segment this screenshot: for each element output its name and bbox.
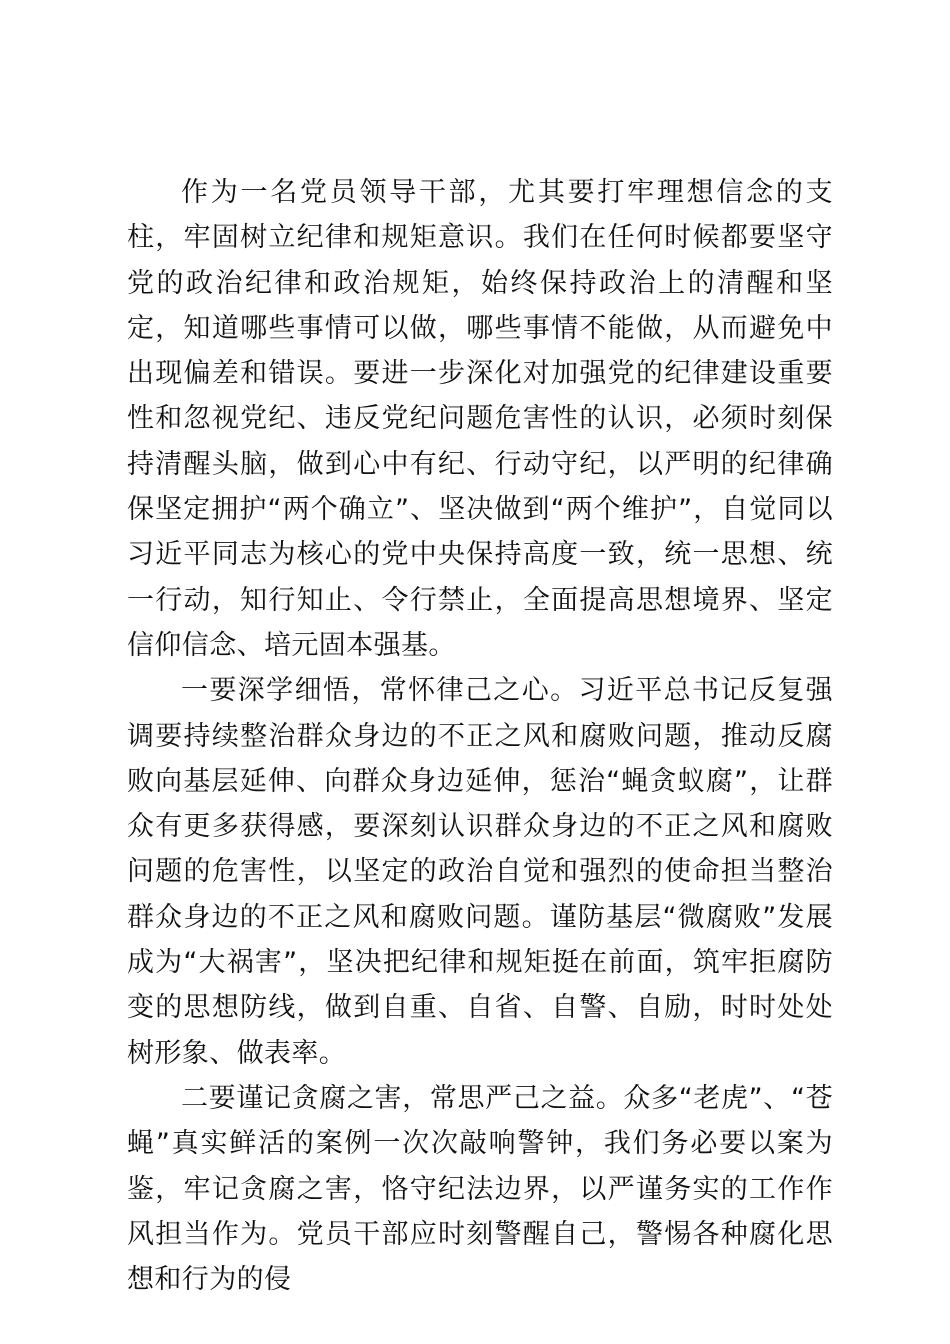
paragraph-2: 一要深学细悟，常怀律己之心。习近平总书记反复强调要持续整治群众身边的不正之风和腐败问题，推动反腐败向基层延伸、向群众身边延伸，惩治“蝇贪蚁腐”，让群众有更多获得感，要深刻认识群众身边的不正之风和腐败问题的危害性，以坚定的政治自觉和强烈的使命担当整治群众身边的不正之风和腐败问题。谨防基层“微腐败”发展成为“大祸害”，坚决把纪律和规矩挺在前面，筑牢拒腐防变的思想防线，做到自重、自省、自警、自励，时时处处树形象、做表率。 <box>127 675 833 1069</box>
paragraph-3: 二要谨记贪腐之害，常思严己之益。众多“老虎”、“苍蝇”真实鲜活的案例一次次敲响警钟，我们务必要以案为鉴，牢记贪腐之害，恪守纪法边界，以严谨务实的工作作风担当作为。党员干部应时刻警醒自己，警惕各种腐化思想和行为的侵 <box>127 1082 833 1296</box>
document-body <box>127 170 833 1302</box>
paragraph-1: 作为一名党员领导干部，尤其要打牢理想信念的支柱，牢固树立纪律和规矩意识。我们在任何时候都要坚守党的政治纪律和政治规矩，始终保持政治上的清醒和坚定，知道哪些事情可以做，哪些事情不能做，从而避免中出现偏差和错误。要进一步深化对加强党的纪律建设重要性和忽视党纪、违反党纪问题危害性的认识，必须时刻保持清醒头脑，做到心中有纪、行动守纪，以严明的纪律确保坚定拥护“两个确立”、坚决做到“两个维护”，自觉同以习近平同志为核心的党中央保持高度一致，统一思想、统一行动，知行知止、令行禁止，全面提高思想境界、坚定信仰信念、培元固本强基。 <box>127 177 833 661</box>
